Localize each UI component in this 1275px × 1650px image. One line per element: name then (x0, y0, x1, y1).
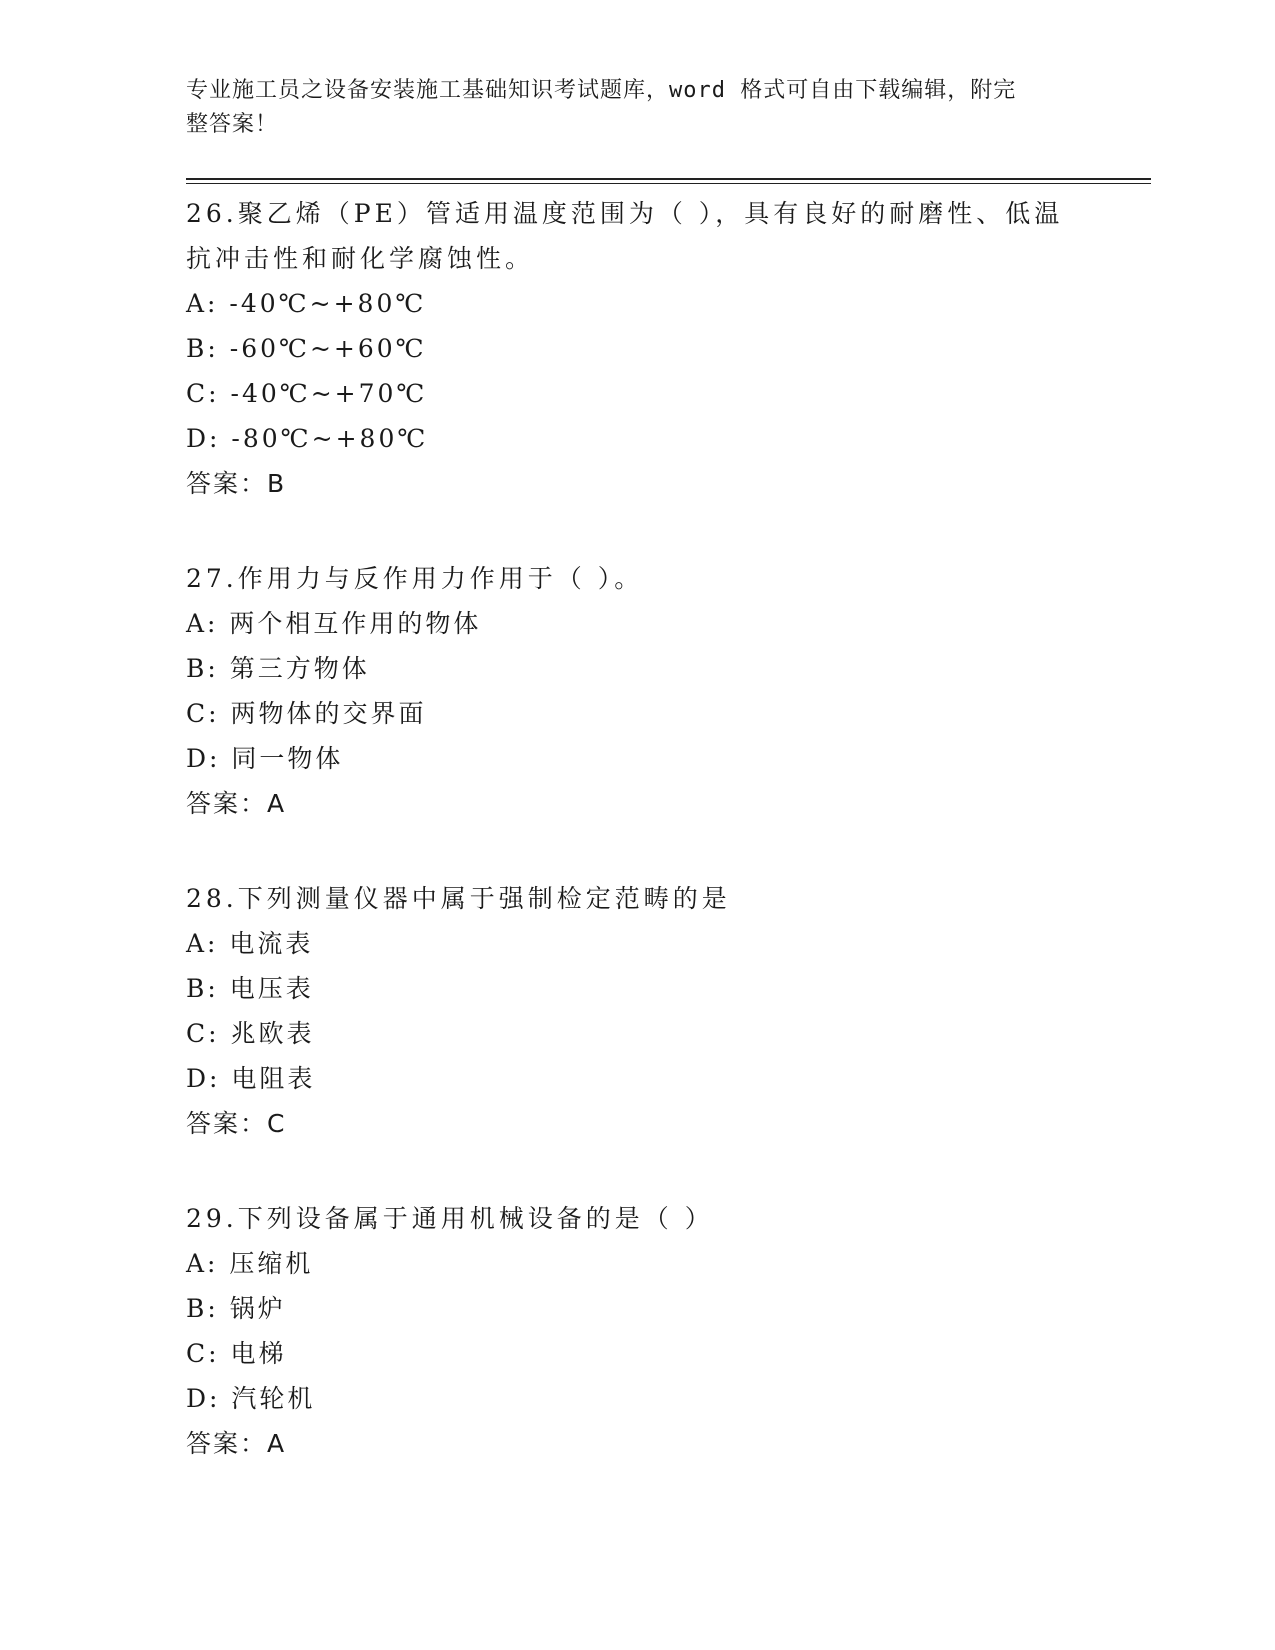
option-d: D: 电阻表 (186, 1064, 316, 1093)
document-header (186, 74, 1066, 142)
question-stem (186, 188, 1086, 281)
question-spacer (186, 1146, 1086, 1193)
option-a: A: 压缩机 (186, 1249, 314, 1278)
header-divider (186, 178, 1151, 184)
question-spacer (186, 506, 1086, 553)
option-d: D: -80℃~+80℃ (186, 424, 429, 453)
option-b: B: 电压表 (186, 974, 314, 1003)
option-a: A: 电流表 (186, 929, 314, 958)
header-line-2: 整答案！ (186, 112, 279, 137)
question-stem: 29.下列设备属于通用机械设备的是（ ） (186, 1204, 714, 1233)
question-spacer (186, 826, 1086, 873)
option-b: B: -60℃~+60℃ (186, 334, 427, 363)
option-d: D: 汽轮机 (186, 1384, 316, 1413)
option-c: C: 兆欧表 (186, 1019, 315, 1048)
answer-line: 答案：C (186, 1109, 287, 1138)
question-29 (186, 1193, 1086, 1466)
question-26 (186, 188, 1086, 506)
option-a: A: -40℃~+80℃ (186, 289, 427, 318)
option-c: C: -40℃~+70℃ (186, 379, 428, 408)
option-b: B: 锅炉 (186, 1294, 286, 1323)
question-27 (186, 553, 1086, 826)
question-28 (186, 873, 1086, 1146)
answer-line: 答案：B (186, 469, 287, 498)
question-list (186, 188, 1086, 1466)
question-stem: 28.下列测量仪器中属于强制检定范畴的是 (186, 884, 731, 913)
question-stem: 27.作用力与反作用力作用于（ ）。 (186, 564, 644, 593)
option-a: A: 两个相互作用的物体 (186, 609, 482, 638)
option-d: D: 同一物体 (186, 744, 344, 773)
answer-line: 答案：A (186, 1429, 287, 1458)
option-c: C: 电梯 (186, 1339, 287, 1368)
header-line-1: 专业施工员之设备安装施工基础知识考试题库，word 格式可自由下载编辑，附完 (186, 78, 1017, 103)
question-stem-line-1: 26.聚乙烯（PE）管适用温度范围为（ ），具有良好的耐磨性、低温 (186, 199, 1064, 228)
answer-line: 答案：A (186, 789, 287, 818)
option-c: C: 两物体的交界面 (186, 699, 427, 728)
option-b: B: 第三方物体 (186, 654, 370, 683)
question-stem-line-2: 抗冲击性和耐化学腐蚀性。 (186, 244, 535, 273)
